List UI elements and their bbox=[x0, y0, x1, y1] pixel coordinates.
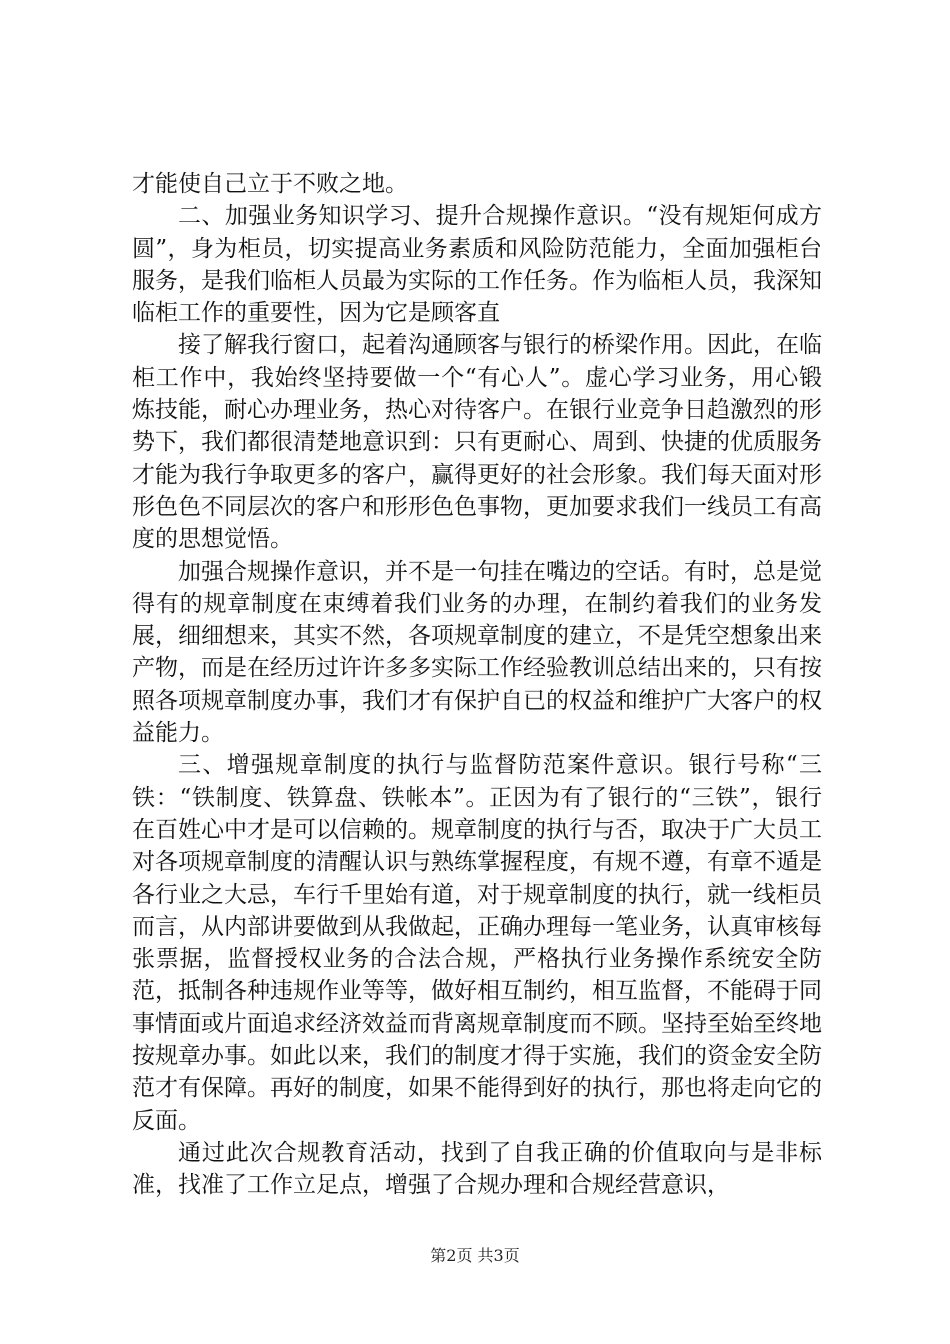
document-body bbox=[132, 168, 822, 1202]
page-number-footer: 第2页 共3页 bbox=[430, 1246, 520, 1265]
paragraph-5: 三、增强规章制度的执行与监督防范案件意识。银行号称“三铁：“铁制度、铁算盘、铁帐本”。正因为有了银行的“三铁”，银行在百姓心中才是可以信赖的。规章制度的执行与否，取决于广大员工对各项规章制度的清醒认识与熟练掌握程度，有规不遵，有章不遁是各行业之大忌，车行千里始有道，对于规章制度的执行，就一线柜员而言，从内部讲要做到从我做起，正确办理每一笔业务，认真审核每张票据，监督授权业务的合法合规，严格执行业务操作系统安全防范，抵制各种违规作业等等，做好相互制约，相互监督，不能碍于同事情面或片面追求经济效益而背离规章制度而不顾。坚持至始至终地按规章办事。如此以来，我们的制度才得于实施，我们的资金安全防范才有保障。再好的制度，如果不能得到好的执行，那也将走向它的反面。 bbox=[132, 752, 822, 1134]
paragraph-1: 才能使自己立于不败之地。 bbox=[132, 171, 408, 197]
paragraph-3: 接了解我行窗口，起着沟通顾客与银行的桥梁作用。因此，在临柜工作中，我始终坚持要做一个“有心人”。虚心学习业务，用心锻炼技能，耐心办理业务，热心对待客户。在银行业竞争日趋激烈的形势下，我们都很清楚地意识到：只有更耐心、周到、快捷的优质服务才能为我行争取更多的客户，赢得更好的社会形象。我们每天面对形形色色不同层次的客户和形形色色事物，更加要求我们一线员工有高度的思想觉悟。 bbox=[132, 332, 822, 553]
paragraph-2: 二、加强业务知识学习、提升合规操作意识。“没有规矩何成方圆”，身为柜员，切实提高业务素质和风险防范能力，全面加强柜台服务，是我们临柜人员最为实际的工作任务。作为临柜人员，我深知临柜工作的重要性，因为它是顾客直 bbox=[132, 203, 822, 327]
paragraph-4: 加强合规操作意识，并不是一句挂在嘴边的空话。有时，总是觉得有的规章制度在束缚着我们业务的办理，在制约着我们的业务发展，细细想来，其实不然，各项规章制度的建立，不是凭空想象出来产物，而是在经历过许许多多实际工作经验教训总结出来的，只有按照各项规章制度办事，我们才有保护自已的权益和维护广大客户的权益能力。 bbox=[132, 558, 822, 747]
paragraph-6: 通过此次合规教育活动，找到了自我正确的价值取向与是非标准，找准了工作立足点，增强了合规办理和合规经营意识， bbox=[132, 1139, 822, 1199]
